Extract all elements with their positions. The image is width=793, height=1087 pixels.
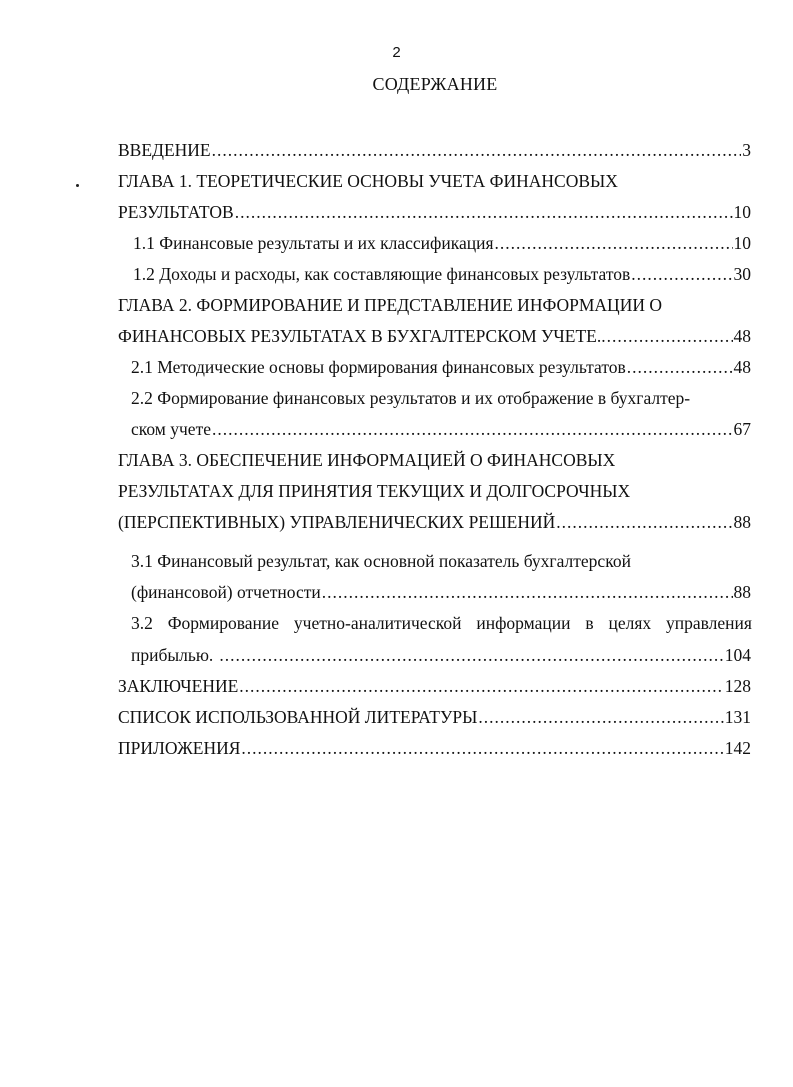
toc-entry-text: ВВЕДЕНИЕ [118,140,211,160]
toc-entry-text: ском учете [131,419,211,439]
toc-entry-text: 2.2 Формирование финансовых результатов и их отображение в бухгалтер- [131,388,691,408]
toc-entry-intro [118,139,751,161]
toc-page-ref: 10 [733,233,751,253]
leader-dots [219,644,723,666]
toc-entry-text: прибылью. [131,645,214,665]
toc-entry-text: ГЛАВА 3. ОБЕСПЕЧЕНИЕ ИНФОРМАЦИЕЙ О ФИНАНСОВЫХ [118,450,616,470]
toc-word: 3.2 [131,613,153,633]
toc-entry-text: 2.1 Методические основы формирования финансовых результатов [131,357,626,377]
toc-chapter-3-line-3 [118,511,751,533]
toc-page-ref: 67 [733,419,751,439]
toc-word: Формирование [167,613,280,633]
leader-dots [631,263,732,285]
toc-entry-text: РЕЗУЛЬТАТОВ [118,202,234,222]
page-title: СОДЕРЖАНИЕ [372,74,498,94]
leader-dots [322,581,733,603]
leader-dots [478,706,723,728]
leader-dots [239,675,723,697]
scan-speck [76,184,79,187]
toc-word: информации [476,613,571,633]
toc-entry-text: ГЛАВА 1. ТЕОРЕТИЧЕСКИЕ ОСНОВЫ УЧЕТА ФИНАНСОВЫХ [118,171,618,191]
toc-section-2-2-line-1 [131,387,690,409]
toc-entry-text: 1.2 Доходы и расходы, как составляющие финансовых результатов [133,264,631,284]
toc-entry-text: ГЛАВА 2. ФОРМИРОВАНИЕ И ПРЕДСТАВЛЕНИЕ ИНФОРМАЦИИ О [118,295,662,315]
toc-section-3-1-line-2 [131,581,751,603]
toc-entry-text: ФИНАНСОВЫХ РЕЗУЛЬТАТАХ В БУХГАЛТЕРСКОМ УЧЕТЕ.. [118,326,606,346]
toc-chapter-1-line-2 [118,201,751,223]
toc-page-ref: 128 [724,676,751,696]
toc-page-ref: 48 [733,357,751,377]
toc-entry-text: 1.1 Финансовые результаты и их классификация [133,233,494,253]
toc-page-ref: 48 [733,326,751,346]
toc-chapter-2-line-2 [118,325,751,347]
toc-word: учетно-аналитической [293,613,462,633]
page-number: 2 [392,44,401,61]
toc-entry-literature [118,706,751,728]
toc-chapter-3-line-2 [118,480,630,502]
leader-dots [556,511,732,533]
toc-entry-text: (ПЕРСПЕКТИВНЫХ) УПРАВЛЕНИЧЕСКИХ РЕШЕНИЙ [118,512,556,532]
toc-chapter-2-line-1 [118,294,662,316]
toc-entry-text: ЗАКЛЮЧЕНИЕ [118,676,239,696]
toc-entry-text: РЕЗУЛЬТАТАХ ДЛЯ ПРИНЯТИЯ ТЕКУЩИХ И ДОЛГОСРОЧНЫХ [118,481,631,501]
toc-word: в [585,613,594,633]
toc-page-ref: 88 [733,512,751,532]
leader-dots [212,139,742,161]
leader-dots [627,356,733,378]
toc-section-1-1 [133,232,751,254]
toc-section-2-2-line-2 [131,418,751,440]
leader-dots [607,325,733,347]
leader-dots [495,232,733,254]
toc-page-ref: 30 [733,264,751,284]
toc-entry-text: СПИСОК ИСПОЛЬЗОВАННОЙ ЛИТЕРАТУРЫ [118,707,478,727]
toc-word: управления [665,613,752,633]
toc-page-ref: 10 [733,202,751,222]
toc-chapter-3-line-1 [118,449,615,471]
toc-section-3-2-line-1 [131,612,752,634]
toc-page-ref: 88 [733,582,751,602]
toc-entry-appendix [118,737,751,759]
toc-word: целях [608,613,652,633]
toc-entry-text: (финансовой) отчетности [131,582,321,602]
toc-chapter-1-line-1 [118,170,618,192]
toc-entry-text: 3.1 Финансовый результат, как основной показатель бухгалтерской [131,551,631,571]
toc-page-ref: 104 [724,645,751,665]
toc-page-ref: 131 [724,707,751,727]
toc-section-3-1-line-1 [131,550,631,572]
toc-section-3-2-line-2 [131,644,751,666]
toc-section-1-2 [133,263,751,285]
leader-dots [212,418,733,440]
toc-entry-conclusion [118,675,751,697]
toc-section-2-1 [131,356,751,378]
leader-dots [235,201,733,223]
leader-dots [241,737,723,759]
toc-page-ref: 3 [742,140,751,160]
toc-entry-text: ПРИЛОЖЕНИЯ [118,738,241,758]
toc-page-ref: 142 [724,738,751,758]
